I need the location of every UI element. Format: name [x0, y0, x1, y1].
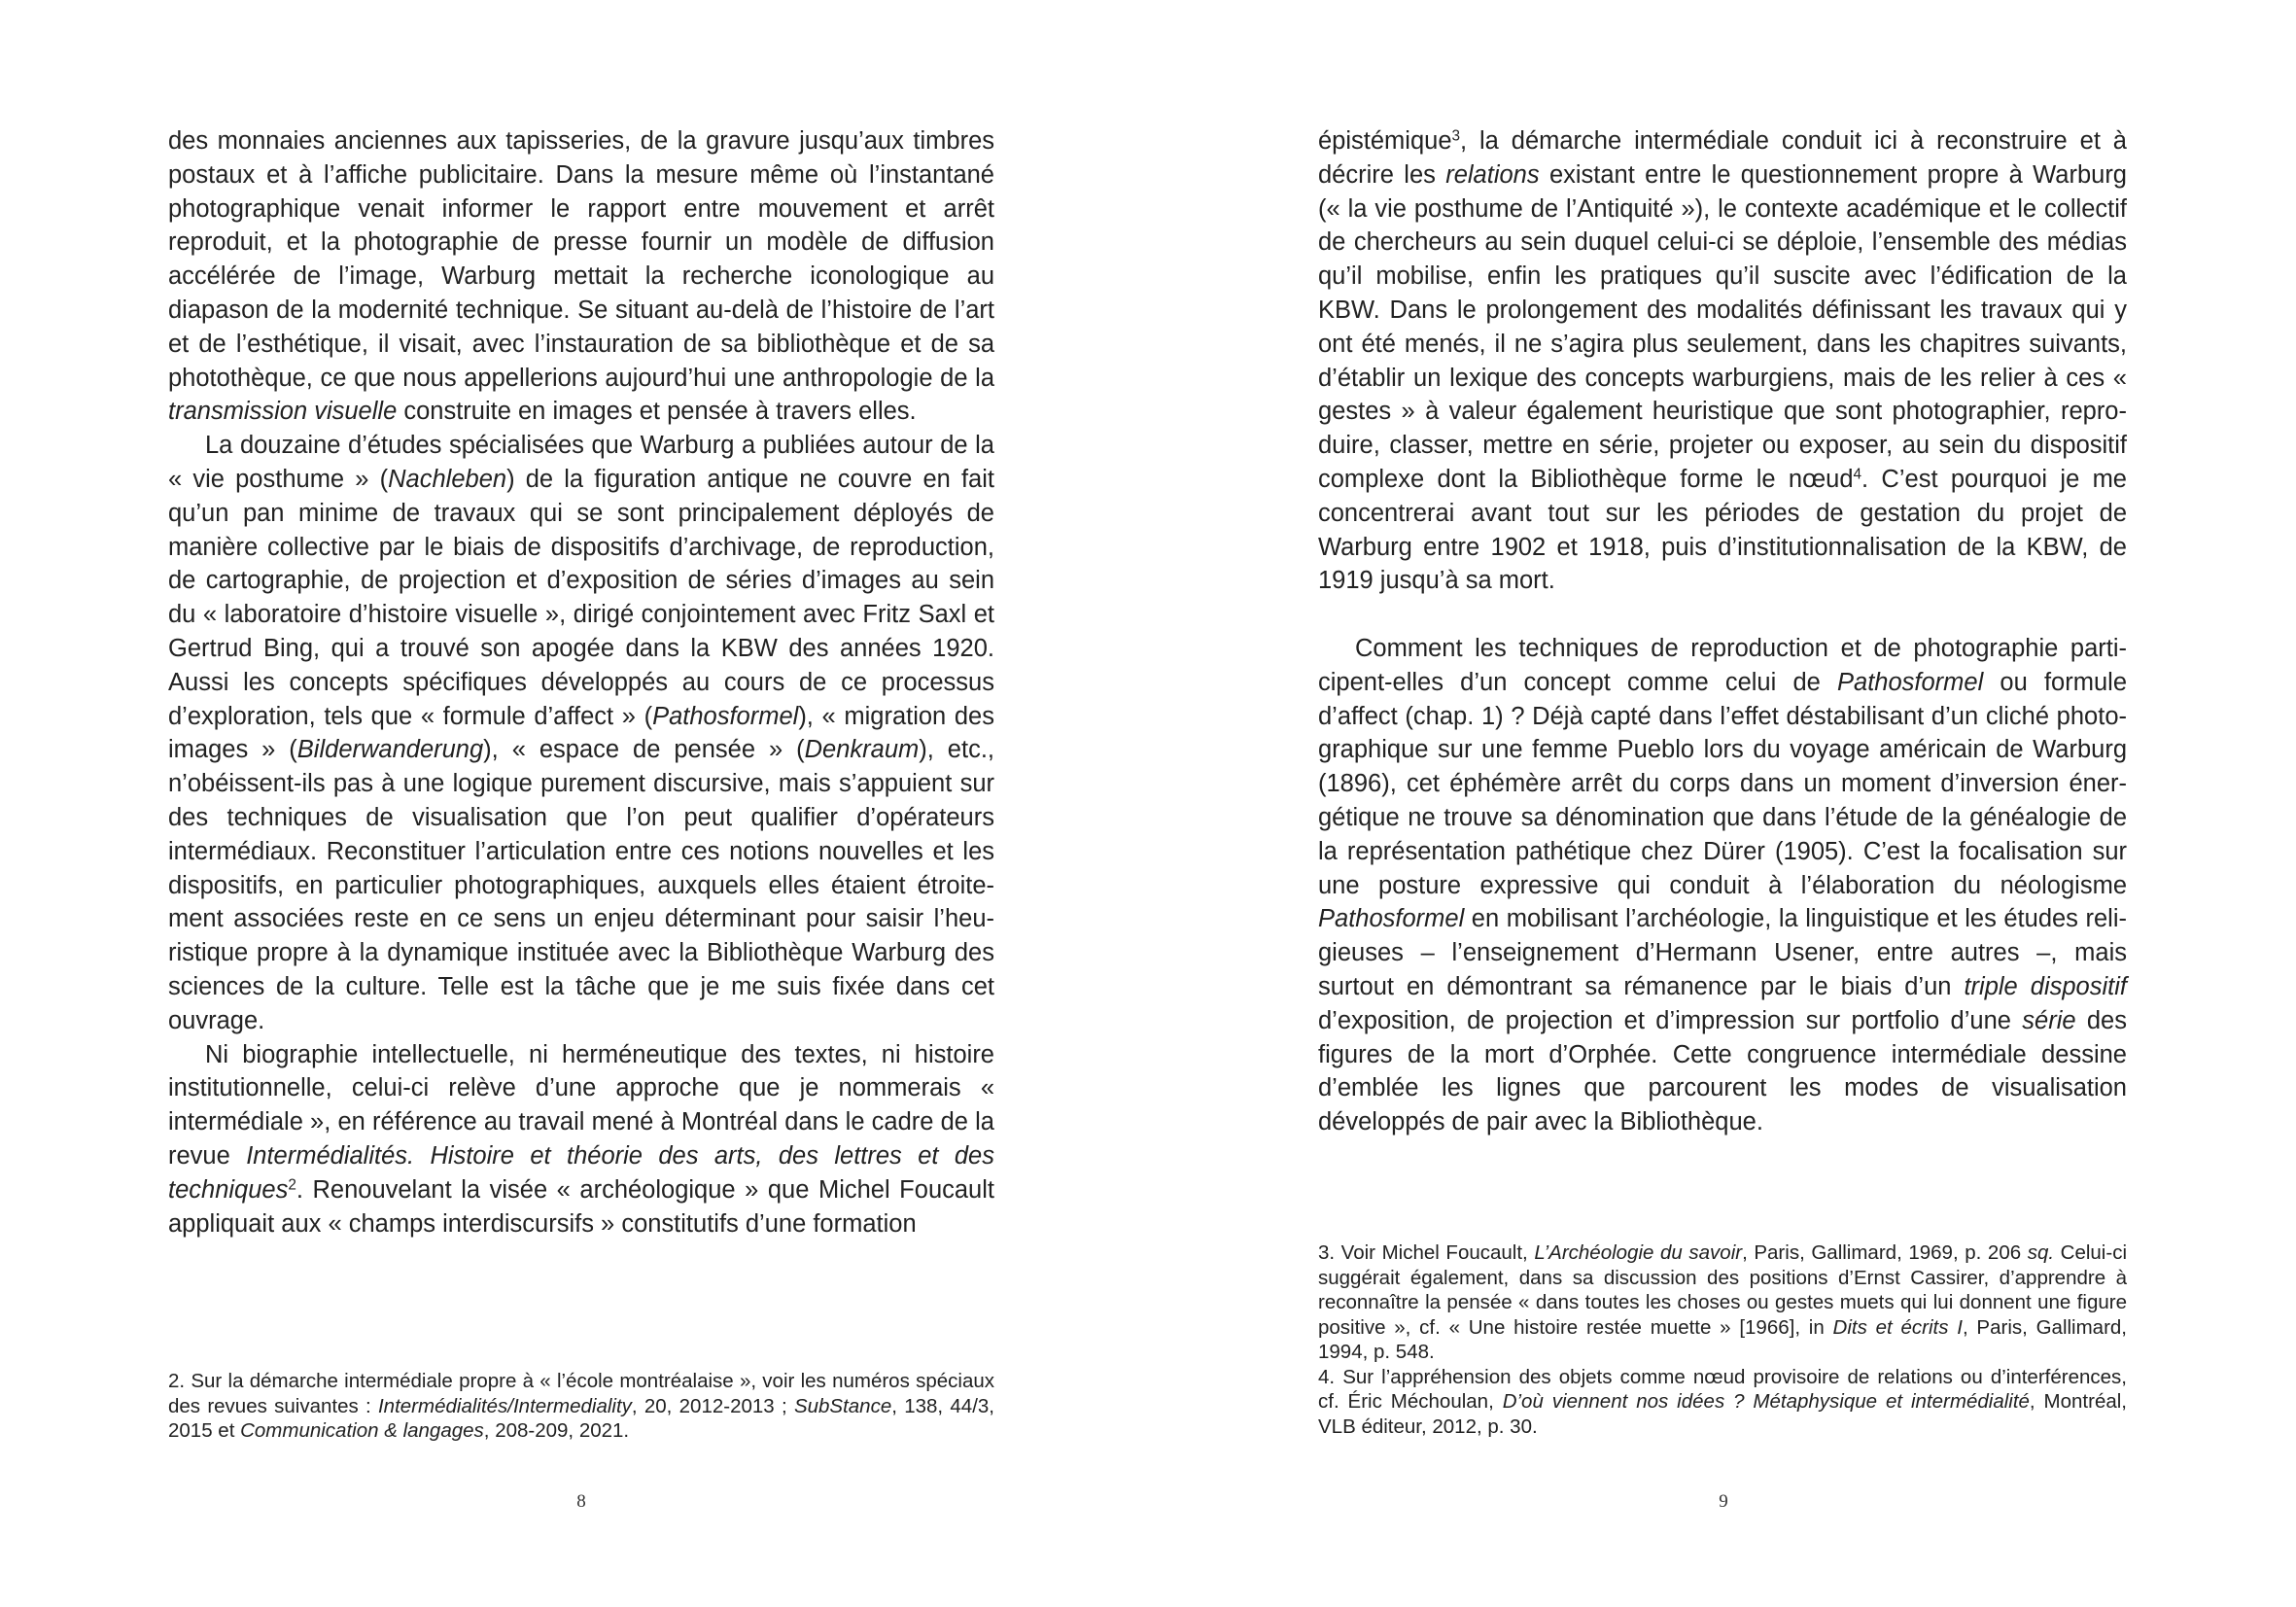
paragraph	[168, 1038, 994, 1241]
body-text	[1318, 124, 2127, 1139]
italic-text: Pathosformel	[652, 702, 799, 730]
italic-text: triple dispositif	[1964, 972, 2127, 1000]
italic-text: Nachleben	[388, 465, 507, 493]
italic-text: Dits et écrits I	[1832, 1315, 1963, 1339]
paragraph	[168, 429, 994, 1037]
text-run: Ni biographie intellectuelle, ni herméneutique des textes, ni histoire institutionnelle, celui-ci relève d’une approche que je nommerais « intermédiale », en référence au travail mené à Montréal dans le cadre de la revue	[168, 1040, 994, 1170]
text-run: 2. Sur la démarche intermédiale propre à « l’école montréalaise », voir les numéros spéciaux des revues suivantes :	[168, 1370, 994, 1417]
text-run: des figures de la mort d’Orphée. Cette congruence intermédiale dessine d’emblée les lignes que parcourent les modes de visualisation développés de pair avec la Bibliothèque.	[1318, 1006, 2127, 1136]
text-run: . C’est pourquoi je me concentrerai avant tout sur les périodes de gestation du projet de Warburg entre 1902 et 1918, puis d’institutionnalisation de la KBW, de 1919 jusqu’à sa mort.	[1318, 465, 2127, 595]
text-run: , Paris, Gallimard, 1994, p. 548.	[1318, 1315, 2128, 1363]
text-run: existant entre le questionnement propre à Warburg (« la vie posthume de l’Antiquité »), le contexte académique et le collectif de chercheurs au sein duquel celui-ci se déploie, l’ensemble des médias qu’il mobilise, enfin les pratiques qu’il suscite avec l’édification de la KBW. Dans le prolongement des modalités définissant les travaux qui y ont été menés, il ne s’agira plus seulement, dans les chapitres suivants, d’établir un lexique des concepts warburgiens, mais de les relier à ces « gestes » à valeur également heuristique que sont photographier, reproduire, classer, mettre en série, projeter ou exposer, au sein du dispositif complexe dont la Bibliothèque forme le nœud	[1318, 160, 2127, 493]
footnote	[168, 1369, 994, 1444]
text-run: , 138, 44/3, 2015 et	[168, 1394, 994, 1442]
text-run: d’exposition, de projection et d’impression sur portfolio d’une	[1318, 1006, 2023, 1034]
italic-text: L’Archéologie du savoir	[1534, 1241, 1743, 1264]
footnote	[1318, 1240, 2127, 1365]
text-run: construite en images et pensée à travers elles.	[397, 398, 917, 426]
footnote-reference[interactable]: 3	[1451, 127, 1461, 145]
italic-text: Denkraum	[804, 736, 920, 764]
italic-text: Pathosformel	[1837, 668, 1984, 696]
text-run: Celui-ci suggérait également, dans sa discussion des positions d’Ernst Cassirer, d’apprendre à reconnaître la pensée « dans toutes les choses ou gestes muets qui lui donnent une figure positive », cf. « Une histoire restée muette » [1966], in	[1318, 1241, 2127, 1339]
italic-text: relations	[1445, 160, 1540, 189]
text-run: 3. Voir Michel Foucault,	[1318, 1241, 1535, 1264]
text-run: , la démarche intermédiale conduit ici à reconstruire et à décrire les	[1318, 127, 2127, 189]
right-page	[1148, 0, 2296, 1607]
italic-text: D’où viennent nos idées ? Métaphysique et intermédialité	[1502, 1390, 2030, 1413]
page-number: 9	[1719, 1491, 1728, 1512]
page-number: 8	[576, 1491, 586, 1512]
paragraph	[1318, 632, 2127, 1139]
body-text	[168, 124, 994, 1240]
text-run: , Montréal, VLB éditeur, 2012, p. 30.	[1318, 1390, 2127, 1438]
text-run: des monnaies anciennes aux tapisseries, de la gravure jusqu’aux timbres postaux et à l’affiche publicitaire. Dans la mesure même où l’instantané photographique venait informer le rapport entre mouvement et arrêt reproduit, et la photographie de presse fournir un modèle de diffusion accélérée de l’image, Warburg mettait la recherche iconologique au diapason de la modernité technique. Se situant au-delà de l’histoire de l’art et de l’esthétique, il visait, avec l’instauration de sa bibliothèque et de sa photothèque, ce que nous appellerions aujourd’hui une anthropologie de la	[168, 127, 994, 392]
text-run: ), « migration des images » (	[168, 702, 994, 764]
footnotes	[1318, 1240, 2127, 1439]
italic-text: Pathosformel	[1318, 905, 1465, 933]
footnotes	[168, 1369, 994, 1444]
italic-text: série	[2022, 1006, 2076, 1034]
text-run: . Renouvelant la visée « archéologique » que Michel Foucault appliquait aux « champs interdiscursifs » constitutifs d’une formation	[168, 1175, 994, 1238]
text-run: ) de la figuration antique ne couvre en fait qu’un pan minime de travaux qui se sont principalement déployés de manière collective par le biais de dispositifs d’archivage, de reproduction, de cartographie, de projection et d’exposition de séries d’images au sein du « laboratoire d’histoire visuelle », dirigé conjointement avec Fritz Saxl et Gertrud Bing, qui a trouvé son apogée dans la KBW des années 1920. Aussi les concepts spécifiques développés au cours de ce processus d’exploration, tels que « formule d’affect » (	[168, 465, 994, 730]
italic-text: Bilderwanderung	[296, 736, 484, 764]
text-run: , 20, 2012-2013 ;	[631, 1394, 794, 1417]
italic-text: SubStance	[793, 1394, 892, 1417]
text-run: ), etc., n’obéissent-ils pas à une logique purement discursive, mais s’appuient sur des techniques de visualisation que l’on peut qualifier d’opérateurs intermédiaux. Reconstituer l’articulation entre ces notions nouvelles et les dispositifs, en particulier photographiques, auxquels elles étaient étroitement associées reste en ce sens un enjeu déterminant pour saisir l’heuristique propre à la dynamique instituée avec la Bibliothèque Warburg des sciences de la culture. Telle est la tâche que je me suis fixée dans cet ouvrage.	[168, 736, 994, 1034]
italic-text: sq.	[2027, 1241, 2055, 1264]
text-run: 4. Sur l’appréhension des objets comme nœud provisoire de relations ou d’interférences, cf. Éric Méchoulan,	[1318, 1365, 2127, 1413]
text-run: épistémique	[1318, 127, 1452, 155]
footnote-reference[interactable]: 2	[288, 1176, 296, 1194]
italic-text: Intermédialités/Intermediality	[377, 1394, 632, 1417]
text-run: La douzaine d’études spécialisées que Warburg a publiées autour de la « vie posthume » (	[168, 432, 994, 493]
paragraph	[1318, 124, 2127, 598]
text-run: Comment les techniques de reproduction et de photographie participent-elles d’un concept comme celui de	[1318, 634, 2127, 696]
footnote-reference[interactable]: 4	[1853, 466, 1862, 483]
text-run: , Paris, Gallimard, 1969, p. 206	[1742, 1241, 2028, 1264]
text-run: en mobilisant l’archéologie, la linguistique et les études religieuses – l’enseignement d’Hermann Usener, entre autres –, mais surtout en démontrant sa rémanence par le biais d’un	[1318, 905, 2127, 1000]
text-run: , 208-209, 2021.	[483, 1419, 630, 1442]
text-run: ou formule d’affect (chap. 1) ? Déjà capté dans l’effet déstabilisant d’un cliché photographique sur une femme Pueblo lors du voyage américain de Warburg (1896), cet éphémère arrêt du corps dans un moment d’inversion énergétique ne trouve sa dénomination que dans l’étude de la généalogie de la représentation pathétique chez Dürer (1905). C’est la focalisation sur une posture expressive qui conduit à l’élaboration du néologisme	[1318, 668, 2128, 899]
italic-text: Intermédialités. Histoire et théorie des arts, des lettres et des techniques	[168, 1141, 994, 1204]
paragraph	[168, 124, 994, 429]
footnote	[1318, 1365, 2127, 1440]
text-run: ), « espace de pensée » (	[483, 736, 805, 764]
italic-text: transmission visuelle	[168, 398, 398, 426]
italic-text: Communication & langages	[240, 1419, 484, 1442]
